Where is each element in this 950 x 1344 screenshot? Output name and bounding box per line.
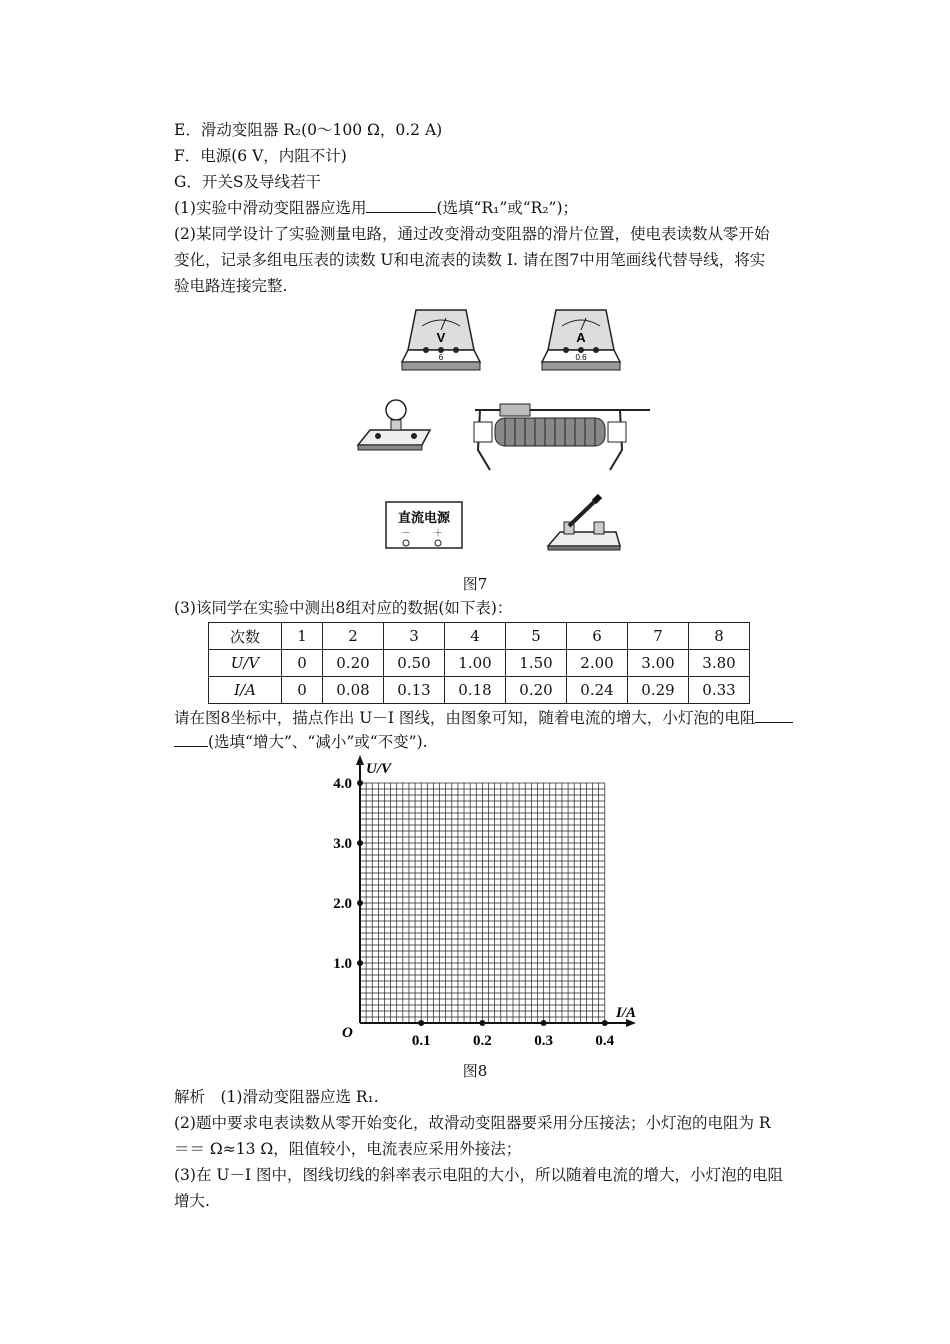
answer-blank-2b[interactable] [174,732,208,747]
question-1 [174,197,578,219]
question-3-plot-line [174,707,793,729]
question-1-hint: (选填“R₁”或“R₂”)； [436,199,579,217]
table-cell: 1.00 [445,650,506,677]
power-supply-plus: ＋ [433,529,443,539]
table-row-header [209,623,750,650]
table-cell: 0 [282,677,323,704]
analysis-3-line-2: 增大. [174,1192,210,1210]
data-table [208,622,750,704]
figure-8-caption: 图8 [462,1062,488,1080]
switch-icon [548,496,620,550]
table-cell: 3.80 [689,650,750,677]
x-tick-dot [541,1020,547,1026]
power-supply-icon [386,502,462,548]
table-cell: 0 [282,650,323,677]
x-tick-label: 0.3 [534,1033,553,1049]
analysis-1: 解析 (1)滑动变阻器应选 R₁. [174,1088,379,1106]
lamp-icon [358,400,430,450]
ammeter-sub: 0.6 [575,353,587,362]
y-tick-dot [357,780,363,786]
option-g: G．开关S及导线若干 [174,173,322,191]
x-axis-label: I/A [616,1005,637,1021]
table-header: 4 [445,623,506,650]
x-tick-dot [602,1020,608,1026]
question-2-line-1: (2)某同学设计了实验测量电路，通过改变滑动变阻器的滑片位置，使电表读数从零开始 [174,225,770,243]
y-tick-label: 2.0 [333,896,352,912]
y-tick-dot [357,840,363,846]
x-tick-label: 0.2 [473,1033,492,1049]
table-cell: 0.08 [323,677,384,704]
analysis-3-line-1: (3)在 U－I 图中，图线切线的斜率表示电阻的大小，所以随着电流的增大，小灯泡的电阻 [174,1166,783,1184]
table-header: 7 [628,623,689,650]
table-header: 6 [567,623,628,650]
ammeter-letter: A [576,330,586,345]
figure-7-apparatus [350,300,650,560]
question-3-plot-text: 请在图8坐标中，描点作出 U－I 图线，由图象可知，随着电流的增大，小灯泡的电阻 [174,709,756,727]
rheostat-icon [474,404,650,470]
x-tick-label: 0.4 [595,1033,615,1049]
table-cell: 0.13 [384,677,445,704]
table-header: 2 [323,623,384,650]
analysis-2-line-2: ＝＝ Ω≈13 Ω，阻值较小，电流表应采用外接法； [174,1140,522,1158]
table-cell: 0.33 [689,677,750,704]
option-f: F．电源(6 V，内阻不计) [174,147,347,165]
option-e: E．滑动变阻器 R₂(0～100 Ω，0.2 A) [174,121,443,139]
power-supply-minus: － [401,529,411,539]
figure-7-caption: 图7 [462,575,488,593]
ammeter-icon [542,310,620,370]
x-tick-dot [418,1020,424,1026]
table-row-label: U/V [209,650,282,677]
table-cell: 0.18 [445,677,506,704]
question-2-line-3: 验电路连接完整. [174,277,288,295]
origin-label: O [342,1025,353,1041]
table-cell: 1.50 [506,650,567,677]
figure-8-grid [300,755,660,1055]
y-axis-label: U/V [366,761,392,777]
x-tick-dot [479,1020,485,1026]
y-tick-dot [357,960,363,966]
table-row-current [209,677,750,704]
table-header: 次数 [209,623,282,650]
x-tick-label: 0.1 [411,1033,431,1049]
voltmeter-letter: V [436,330,446,345]
question-3: (3)该同学在实验中测出8组对应的数据(如下表)： [174,599,513,617]
table-header: 5 [506,623,567,650]
answer-blank-2a[interactable] [755,708,793,723]
x-ticks [412,1020,615,1049]
table-row-label: I/A [209,677,282,704]
y-ticks [333,776,363,972]
power-supply-label: 直流电源 [397,511,451,526]
y-tick-dot [357,900,363,906]
table-header: 8 [689,623,750,650]
table-cell: 0.20 [323,650,384,677]
question-2-line-2: 变化，记录多组电压表的读数 U和电流表的读数 I. 请在图7中用笔画线代替导线，将实 [174,251,766,269]
table-cell: 0.29 [628,677,689,704]
y-tick-label: 1.0 [333,956,352,972]
table-cell: 3.00 [628,650,689,677]
table-header: 1 [282,623,323,650]
grid-lines [360,783,605,1023]
voltmeter-sub: 6 [438,353,444,362]
y-tick-label: 4.0 [333,776,352,792]
question-3-hint-line [174,731,428,753]
question-3-hint: (选填“增大”、“减小”或“不变”). [208,733,428,751]
y-axis-arrow-icon [356,755,364,765]
table-cell: 0.50 [384,650,445,677]
table-row-voltage [209,650,750,677]
analysis-2-line-1: (2)题中要求电表读数从零开始变化，故滑动变阻器要采用分压接法；小灯泡的电阻为 R [174,1114,771,1132]
answer-blank-1[interactable] [366,198,436,213]
voltmeter-icon [402,310,480,370]
question-1-text: (1)实验中滑动变阻器应选用 [174,199,367,217]
table-cell: 0.24 [567,677,628,704]
table-header: 3 [384,623,445,650]
table-cell: 0.20 [506,677,567,704]
y-tick-label: 3.0 [333,836,352,852]
table-cell: 2.00 [567,650,628,677]
